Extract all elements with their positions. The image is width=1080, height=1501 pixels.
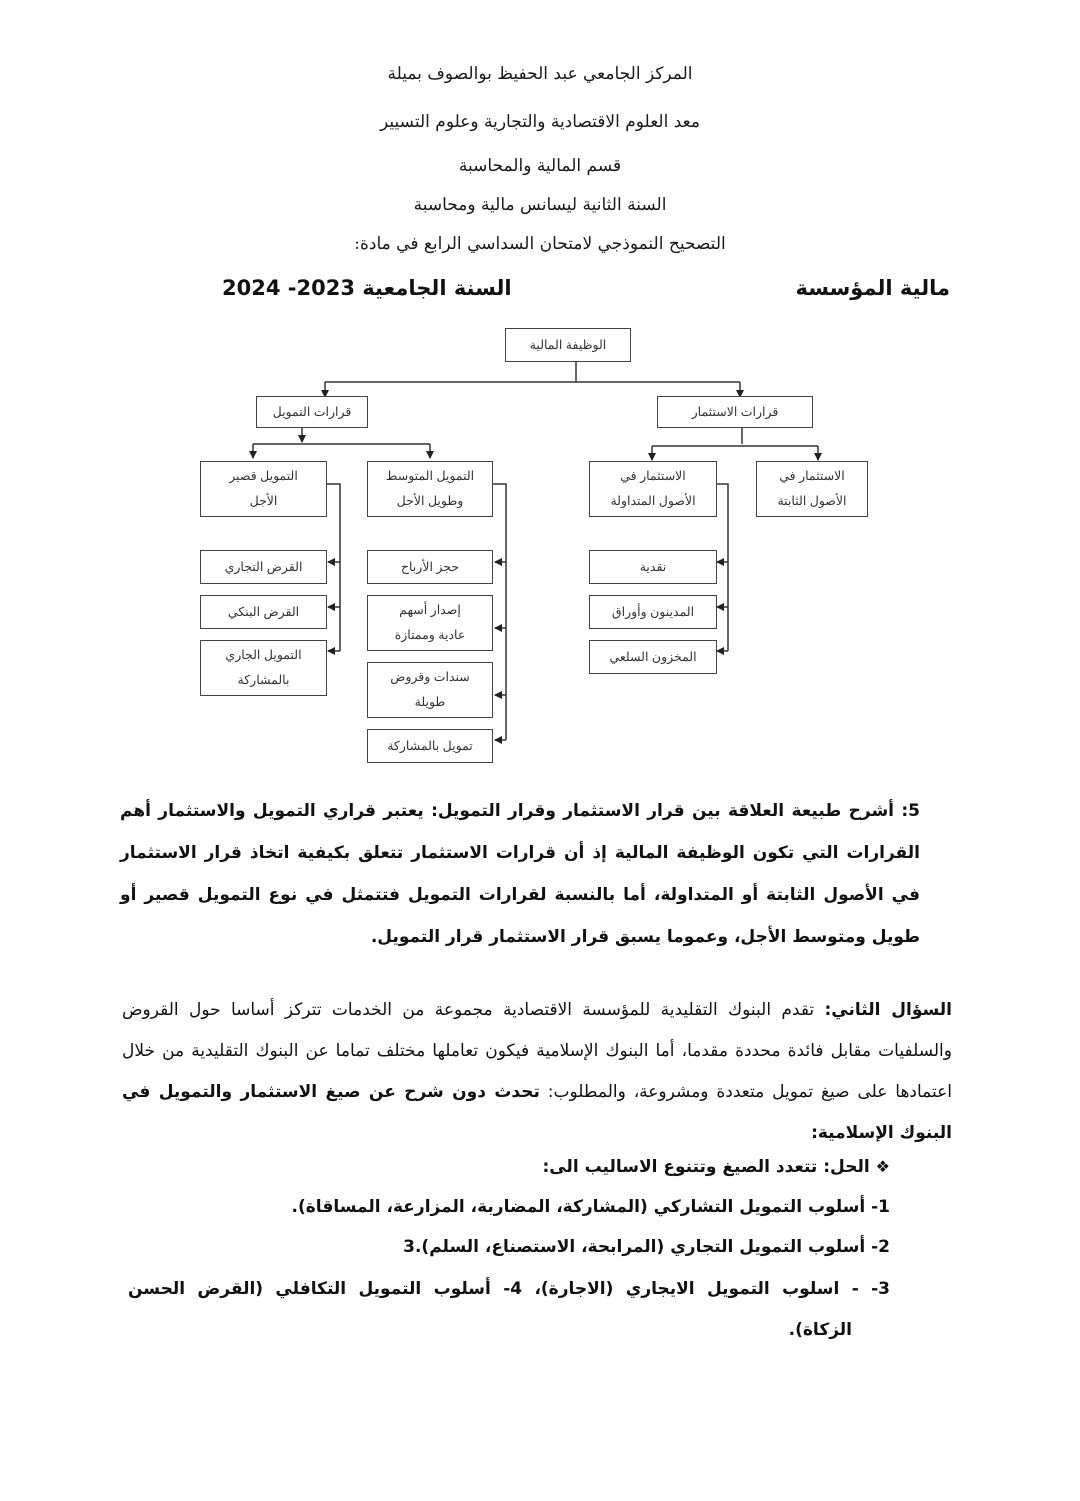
box-label-line: التمويل المتوسط xyxy=(385,469,475,483)
box-label: قرارات التمويل xyxy=(272,404,352,419)
solution-item-1: 1- أسلوب التمويل التشاركي (المشاركة، المضاربة، المزارعة، المساقاة). xyxy=(291,1197,890,1217)
institution-name: المركز الجامعي عبد الحفيظ بوالصوف بميلة xyxy=(387,64,693,84)
solution-item-2: 2- أسلوب التمويل التجاري (المرابحة، الاستصناع، السلم).3 xyxy=(403,1237,890,1257)
box-label: التمويل الجاري بالمشاركة xyxy=(225,648,302,687)
connector-long-term-spine xyxy=(493,484,506,740)
box-label-line: الاستثمار في xyxy=(620,469,686,483)
box-label-line: الأصول الثابتة xyxy=(777,494,847,508)
box-label-line: الاستثمار في xyxy=(779,469,845,483)
diamond-bullet-icon: ❖ xyxy=(875,1157,890,1176)
subject-row xyxy=(0,276,1080,308)
box-cash xyxy=(589,550,717,584)
box-label: إصدار أسهم عادية وممتازة xyxy=(394,603,466,642)
department-name: قسم المالية والمحاسبة xyxy=(458,156,622,176)
box-label-line: وطويل الأجل xyxy=(396,494,464,508)
question-2-label: السؤال الثاني: xyxy=(824,1000,953,1020)
solution-item-3-cont: الزكاة). xyxy=(788,1320,852,1340)
box-label-line: الأصول المتداولة xyxy=(610,494,696,508)
connector-current-assets-spine xyxy=(717,484,728,651)
academic-year: السنة الجامعية 2023- 2024 xyxy=(222,276,512,300)
box-current-assets-investment xyxy=(589,461,717,517)
box-retained-earnings xyxy=(367,550,493,584)
box-label: المدينون وأوراق xyxy=(611,604,695,619)
box-receivables xyxy=(589,595,717,629)
box-bank-loan xyxy=(200,595,327,629)
box-financial-function xyxy=(505,328,631,362)
question-5-answer: 5: أشرح طبيعة العلاقة بين قرار الاستثمار وقرار التمويل: يعتبر قراري التمويل والاستثمار أهم القرارات التي تكون الوظيفة المالية إذ أن قرارات الاستثمار تتعلق بكيفية اتخاذ قرار الاستثمار في الأصول الثابتة أو المتداولة، أما بالنسبة لقرارات التمويل فتتمثل في نوع التمويل قصير أو طويل ومتوسط الأجل، وعموما يسبق قرار الاستثمار قرار التمويل. xyxy=(120,801,920,947)
box-label: قرارات الاستثمار xyxy=(691,404,779,419)
box-current-participation-financing xyxy=(200,640,327,696)
box-financing-decisions xyxy=(256,396,368,428)
question-2 xyxy=(122,990,952,1154)
box-label: القرض التجاري xyxy=(224,559,303,574)
box-label: سندات وقروض طويلة xyxy=(390,670,470,709)
solution-item-3: 3- - اسلوب التمويل الايجاري (الاجارة)، 4- أسلوب التمويل التكافلي (القرض الحسن xyxy=(128,1279,891,1299)
box-label: الوظيفة المالية xyxy=(529,337,607,352)
box-inventory xyxy=(589,640,717,674)
question-2-task: تحدث دون شرح عن صيغ الاستثمار والتمويل في البنوك الإسلامية: xyxy=(122,1082,952,1143)
exam-title: التصحيح النموذجي لامتحان السداسي الرابع في مادة: xyxy=(354,234,726,254)
program-level: السنة الثانية ليسانس مالية ومحاسبة xyxy=(413,195,667,215)
solution-title: الحل: تتعدد الصيغ وتتنوع الاساليب الى: xyxy=(542,1157,870,1177)
faculty-name: معد العلوم الاقتصادية والتجارية وعلوم التسيير xyxy=(380,112,700,132)
subject-name: مالية المؤسسة xyxy=(795,276,950,300)
box-label-line: الأجل xyxy=(249,494,278,508)
box-participation-financing xyxy=(367,729,493,763)
connector-short-term-spine xyxy=(327,484,340,651)
box-share-issuance xyxy=(367,595,493,651)
box-label-line: التمويل قصير xyxy=(229,469,298,483)
solution-heading xyxy=(542,1157,890,1177)
box-label: المخزون السلعي xyxy=(609,649,697,664)
question-2-body: تقدم البنوك التقليدية للمؤسسة الاقتصادية مجموعة من الخدمات تتركز أساسا حول القروض والسلفيات مقابل فائدة محددة مقدما، أما البنوك الإسلامية فيكون تعاملها مختلف تماما عن البنوك التقليدية من خلال اعتمادها على صيغ تمويل متعددة ومشروعة، والمطلوب: xyxy=(122,1000,952,1102)
box-fixed-assets-investment xyxy=(756,461,868,517)
box-long-term-financing xyxy=(367,461,493,517)
box-commercial-loan xyxy=(200,550,327,584)
box-label: القرض البنكي xyxy=(227,604,300,619)
box-label: حجز الأرباح xyxy=(400,559,460,574)
box-label: تمويل بالمشاركة xyxy=(387,738,473,753)
box-bonds-long-loans xyxy=(367,662,493,718)
box-investment-decisions xyxy=(657,396,813,428)
box-short-term-financing xyxy=(200,461,327,517)
box-label: نقدية xyxy=(639,559,667,574)
